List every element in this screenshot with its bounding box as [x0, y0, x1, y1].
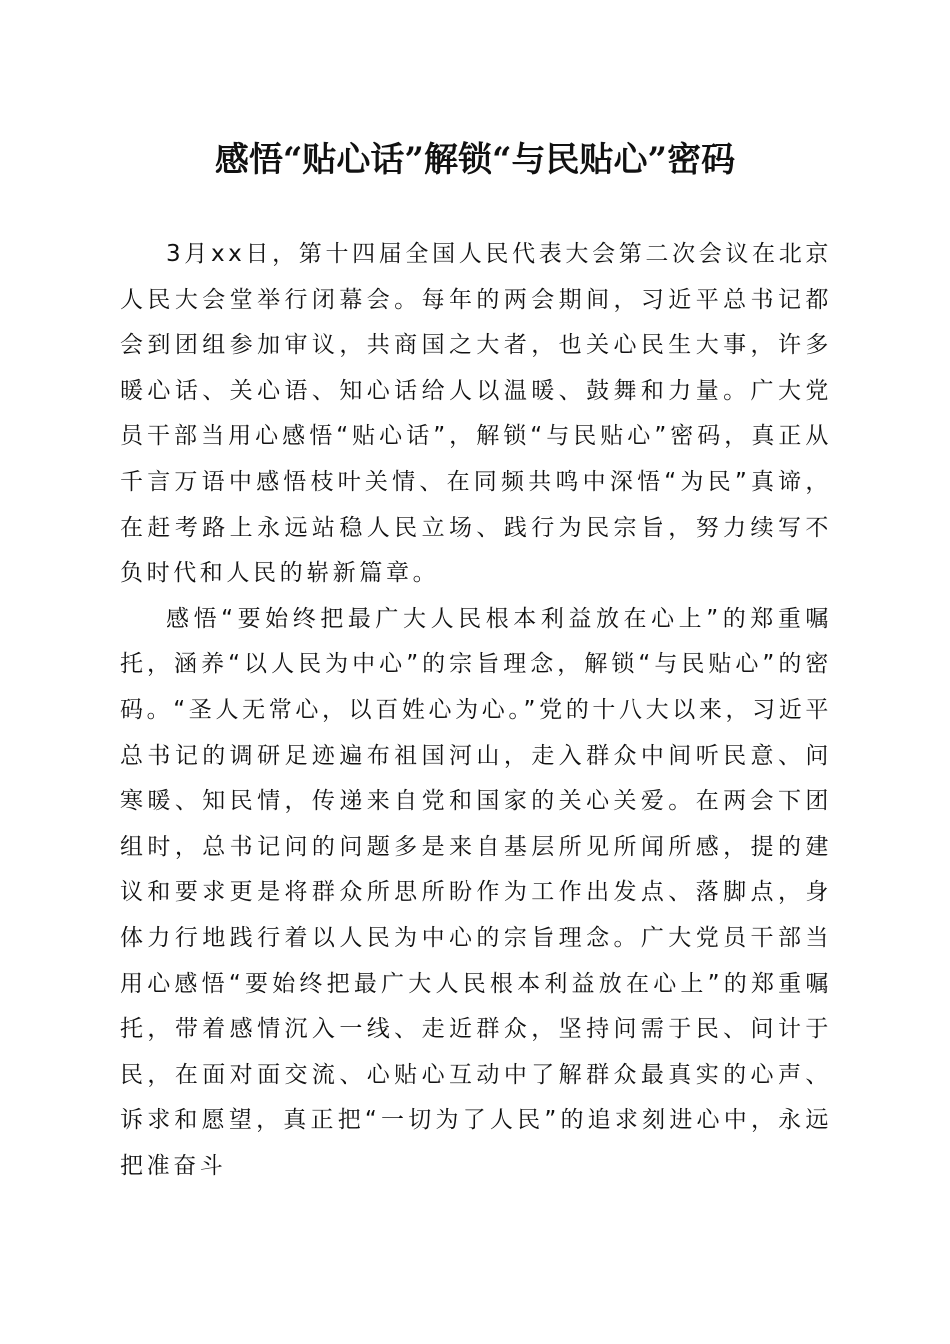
- document-title: 感悟“贴心话”解锁“与民贴心”密码: [214, 140, 736, 180]
- paragraph-2: 感悟“要始终把最广大人民根本利益放在心上”的郑重嘱托，涵养“以人民为中心”的宗旨理念，解锁“与民贴心”的密码。“圣人无常心，以百姓心为心。”党的十八大以来，习近平总书记的调研足迹遍布祖国河山，走入群众中间听民意、问寒暖、知民情，传递来自党和国家的关心关爱。在两会下团组时，总书记问的问题多是来自基层所见所闻所感，提的建议和要求更是将群众所思所盼作为工作出发点、落脚点，身体力行地践行着以人民为中心的宗旨理念。广大党员干部当用心感悟“要始终把最广大人民根本利益放在心上”的郑重嘱托，带着感情沉入一线、走近群众，坚持问需于民、问计于民，在面对面交流、心贴心互动中了解群众最真实的心声、诉求和愿望，真正把“一切为了人民”的追求刻进心中，永远把准奋斗: [120, 605, 832, 1179]
- paragraph-1: 3月xx日，第十四届全国人民代表大会第二次会议在北京人民大会堂举行闭幕会。每年的两会期间，习近平总书记都会到团组参加审议，共商国之大者，也关心民生大事，许多暖心话、关心语、知心话给人以温暖、鼓舞和力量。广大党员干部当用心感悟“贴心话”，解锁“与民贴心”密码，真正从千言万语中感悟枝叶关情、在同频共鸣中深悟“为民”真谛，在赶考路上永远站稳人民立场、践行为民宗旨，努力续写不负时代和人民的崭新篇章。: [120, 241, 832, 587]
- document-body: [120, 232, 832, 1189]
